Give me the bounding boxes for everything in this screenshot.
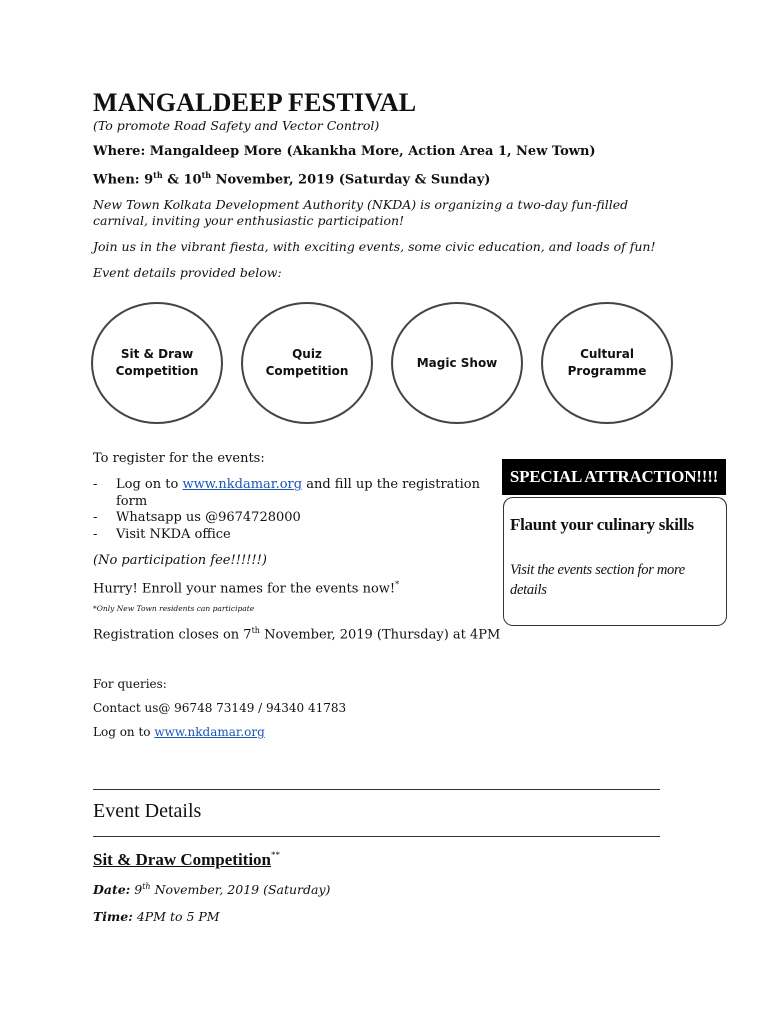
enroll-note: Hurry! Enroll your names for the events now!* — [93, 580, 400, 597]
special-attraction-header: SPECIAL ATTRACTION!!!! — [502, 459, 726, 495]
event-circle-quiz — [241, 302, 373, 424]
event-circle-sit-draw — [91, 302, 223, 424]
list-item: - Whatsapp us @9674728000 — [93, 510, 493, 527]
event-circle-label: Cultural — [580, 347, 634, 361]
intro-paragraph: New Town Kolkata Development Authority (NKDA) is organizing a two-day fun-filled carnival, inviting your enthusiastic participation! — [93, 197, 629, 228]
event-circle-label: Sit & Draw — [120, 347, 194, 361]
page-title: MANGALDEEP FESTIVAL — [93, 88, 417, 117]
queries-logon: Log on to www.nkdamar.org — [93, 725, 265, 739]
register-heading: To register for the events: — [93, 451, 265, 466]
event-circle-label: Magic Show — [416, 355, 498, 370]
event-circle-label: Programme — [567, 364, 647, 378]
event-heading: Sit & Draw Competition** — [93, 850, 281, 869]
event-date: Date: 9th November, 2019 (Saturday) — [93, 882, 331, 898]
nkdamar-link[interactable]: www.nkdamar.org — [154, 725, 265, 739]
page-subtitle: (To promote Road Safety and Vector Control) — [93, 118, 380, 133]
no-fee-note: (No participation fee!!!!!!) — [93, 553, 267, 568]
event-time: Time: 4PM to 5 PM — [93, 909, 220, 924]
event-circle-label: Competition — [265, 364, 349, 378]
special-attraction-body: Visit the events section for more details — [510, 562, 685, 598]
residents-note: *Only New Town residents can participate — [93, 604, 255, 613]
divider — [93, 789, 660, 790]
event-circle-cultural — [541, 302, 673, 424]
closing-date: Registration closes on 7th November, 2019 (Thursday) at 4PM — [93, 626, 501, 643]
list-item: - Visit NKDA office — [93, 527, 493, 544]
special-attraction-headline: Flaunt your culinary skills — [510, 515, 694, 534]
register-list — [93, 477, 493, 543]
contact-numbers: Contact us@ 96748 73149 / 94340 41783 — [93, 701, 347, 715]
section-title: Event Details — [93, 800, 202, 822]
event-circle-label: Competition — [115, 364, 199, 378]
event-details-lead: Event details provided below: — [93, 265, 282, 280]
venue-line: Where: Mangaldeep More (Akankha More, Action Area 1, New Town) — [93, 144, 596, 159]
event-circle-magic-show — [391, 302, 523, 424]
queries-heading: For queries: — [93, 677, 167, 691]
invite-paragraph: Join us in the vibrant fiesta, with exciting events, some civic education, and loads of fun! — [93, 239, 656, 254]
event-circle-label: Quiz — [292, 347, 322, 361]
nkdamar-link[interactable]: www.nkdamar.org — [182, 477, 303, 492]
divider — [93, 836, 660, 837]
date-line: When: 9th & 10th November, 2019 (Saturday & Sunday) — [93, 170, 491, 188]
list-item: - Log on to www.nkdamar.org and fill up the registration form — [93, 477, 493, 510]
